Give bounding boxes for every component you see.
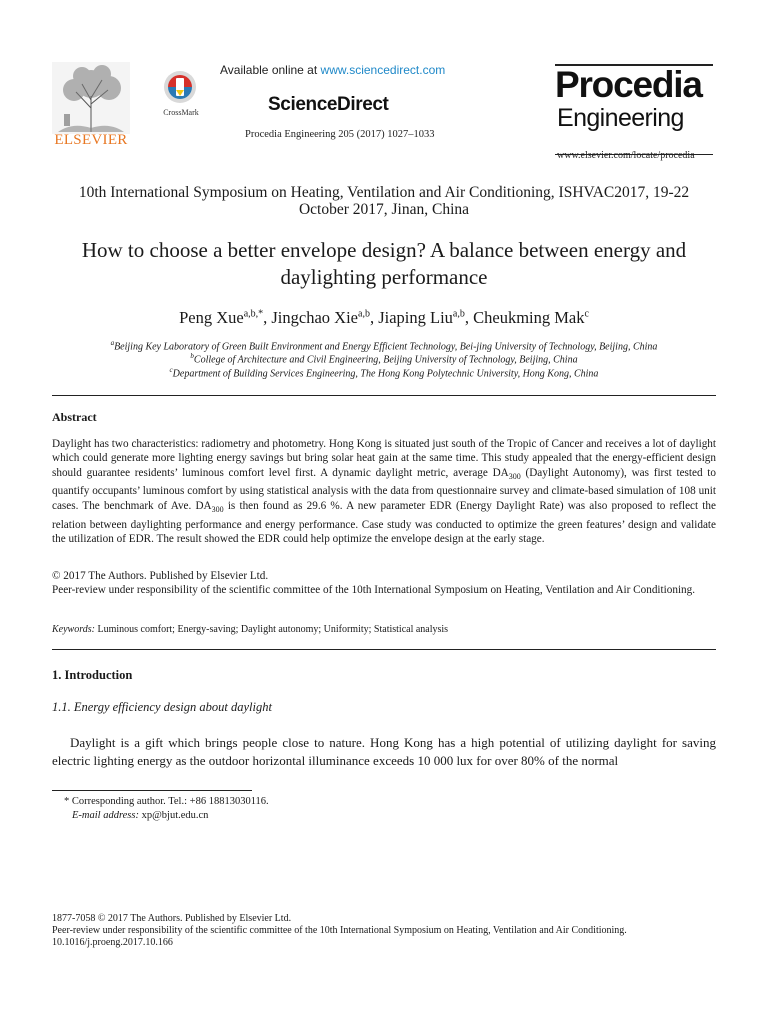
footnote-divider bbox=[52, 790, 252, 791]
available-prefix: Available online at bbox=[220, 63, 318, 77]
author-separator: , bbox=[263, 308, 272, 327]
email-note bbox=[72, 810, 208, 821]
bottom-matter bbox=[52, 913, 716, 949]
sciencedirect-link[interactable]: www.sciencedirect.com bbox=[320, 63, 446, 77]
author-name: Jingchao Xie bbox=[271, 308, 358, 327]
issn-line: 1877-7058 © 2017 The Authors. Published by Elsevier Ltd. bbox=[52, 913, 292, 924]
affiliation-text: Beijing Key Laboratory of Green Built Environment and Energy Efficient Technology, Bei-jing University of Technology, Beijing, China bbox=[114, 341, 658, 353]
affiliation-text: Department of Building Services Engineering, The Hong Kong Polytechnic University, Hong Kong, China bbox=[172, 368, 599, 380]
abstract-text: (Daylight Autonomy), was first tested to quantify occupants’ luminous comfort by using statistical analysis with the data from questionnaire survey and climate-based simulation of 108 unit cases. The benchmark of Ave. DA bbox=[52, 466, 717, 512]
section-heading: 1. Introduction bbox=[52, 668, 133, 682]
doi-line[interactable]: 10.1016/j.proeng.2017.10.166 bbox=[52, 937, 173, 948]
elsevier-tree-logo-icon bbox=[52, 62, 130, 134]
paper-title: How to choose a better envelope design? A balance between energy and daylighting performance bbox=[81, 238, 687, 289]
keywords-label: Keywords: bbox=[52, 624, 95, 635]
email-address[interactable]: xp@bjut.edu.cn bbox=[141, 810, 209, 821]
author-affiliation-mark: a,b bbox=[452, 308, 465, 320]
journal-citation: Procedia Engineering 205 (2017) 1027–1033 bbox=[245, 129, 435, 140]
peer-review-line: Peer-review under responsibility of the scientific committee of the 10th International Symposium on Heating, Ventilation and Air Conditioning. bbox=[52, 583, 696, 596]
affiliation-mark: c bbox=[169, 366, 173, 374]
intro-paragraph: Daylight is a gift which brings people close to nature. Hong Kong has a high potential of utilizing daylight for saving electric lighting energy as the outdoor horizontal illuminance exceeds 10 000 lux for over 80% of the normal bbox=[52, 735, 716, 768]
subsection-heading: 1.1. Energy efficiency design about daylight bbox=[52, 700, 272, 714]
author-name: Peng Xue bbox=[179, 308, 244, 327]
author-name: Jiaping Liu bbox=[378, 308, 453, 327]
abstract-subscript: 300 bbox=[211, 505, 224, 515]
author-affiliation-mark: c bbox=[584, 308, 589, 320]
copyright-block bbox=[52, 570, 716, 597]
email-label: E-mail address: bbox=[72, 810, 139, 821]
sciencedirect-brand: ScienceDirect bbox=[268, 94, 389, 115]
availability-line bbox=[220, 63, 480, 77]
abstract-subscript: 300 bbox=[508, 472, 521, 482]
author-affiliation-mark: a,b bbox=[358, 308, 370, 320]
journal-name-line1: Procedia bbox=[555, 64, 702, 105]
divider-top bbox=[52, 395, 716, 396]
author-separator: , bbox=[369, 308, 379, 327]
affiliation bbox=[52, 366, 716, 379]
abstract-heading: Abstract bbox=[52, 410, 97, 424]
author-list bbox=[52, 308, 716, 328]
abstract-text: Daylight has two characteristics: radiometry and photometry. Hong Kong is situated just south of the Tropic of Cancer and receives a lot of daylight which could generate more lighting energy savings but bring solar heat gain at the same time. This study appealed that the energy-efficient design should guarantee residents’ luminous comfort level first. A dynamic daylight metric, average DA bbox=[52, 438, 716, 479]
keywords-text: Luminous comfort; Energy-saving; Daylight autonomy; Uniformity; Statistical analysis bbox=[97, 624, 449, 635]
conference-line: 10th International Symposium on Heating, Ventilation and Air Conditioning, ISHVAC2017, 19-22 October 2017, Jinan, China bbox=[78, 184, 690, 218]
abstract-text: is then found as 29.6 %. A new parameter EDR (Energy Daylight Rate) was also proposed to reflect the relation between daylighting performance and energy performance. Case study was conducted to optimize the green features’ design and validate the utilization of EDR. The result showed the EDR could help optimize the envelope design at the early stage. bbox=[52, 499, 716, 545]
affiliation-mark: b bbox=[190, 352, 194, 360]
author-separator: , bbox=[464, 308, 474, 327]
author-name: Cheukming Mak bbox=[473, 308, 585, 327]
author-affiliation-mark: a,b,* bbox=[243, 308, 264, 320]
copyright-line: © 2017 The Authors. Published by Elsevier Ltd. bbox=[52, 570, 269, 582]
affiliation bbox=[52, 352, 716, 365]
bottom-peer-review: Peer-review under responsibility of the scientific committee of the 10th International Symposium on Heating, Ventilation and Air Conditioning. bbox=[52, 925, 627, 936]
journal-name-line2: Engineering bbox=[557, 104, 684, 132]
affiliation-text: College of Architecture and Civil Engineering, Beijing University of Technology, Beijing, China bbox=[193, 354, 578, 366]
affiliation-mark: a bbox=[110, 339, 115, 347]
abstract-body bbox=[52, 437, 716, 546]
crossmark-icon[interactable] bbox=[162, 70, 198, 104]
journal-homepage-link[interactable]: www.elsevier.com/locate/procedia bbox=[557, 150, 695, 161]
corresponding-author-note: * Corresponding author. Tel.: +86 18813030116. bbox=[64, 796, 269, 807]
keywords-line bbox=[52, 624, 716, 635]
affiliation bbox=[52, 339, 716, 352]
crossmark-label: CrossMark bbox=[163, 108, 199, 117]
divider-bottom bbox=[52, 649, 716, 650]
publisher-logo: ELSEVIER bbox=[54, 132, 128, 148]
